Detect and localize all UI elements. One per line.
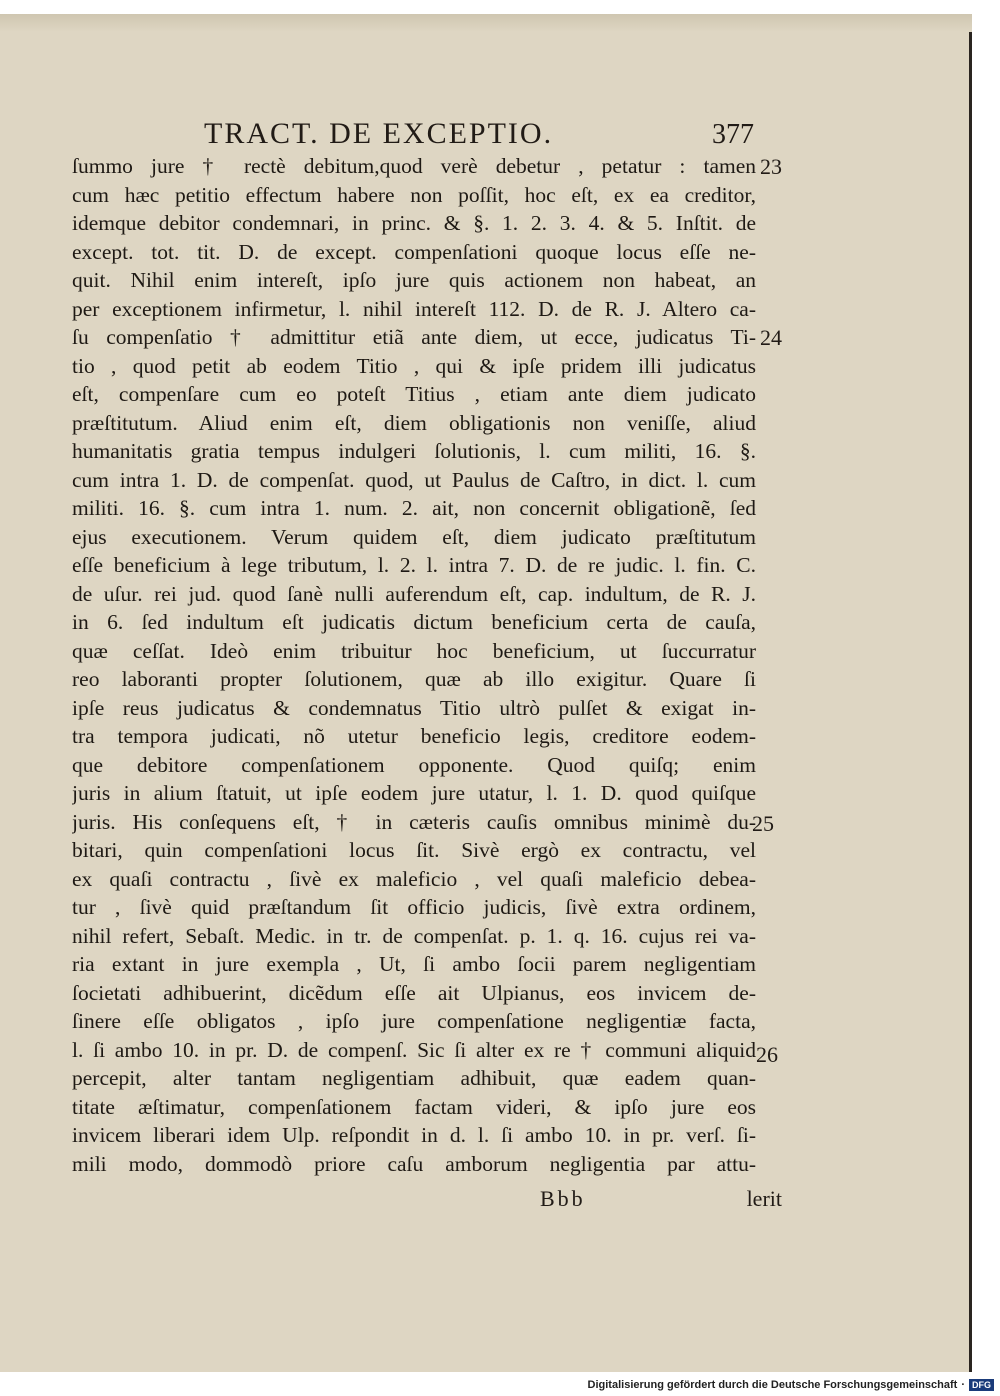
text-line: tur , ſivè quid præſtandum ſit officio judicis, ſivè extra ordinem, <box>72 895 756 919</box>
signature-mark: Bbb <box>540 1186 586 1211</box>
text-line: cum hæc petitio effectum habere non poſſit, hoc eſt, ex ea creditor, <box>72 182 756 207</box>
text-line: ſinere eſſe obligatos , ipſo jure compenſatione negligentiæ facta, <box>72 1009 756 1033</box>
text-line: præſtitutum. Aliud enim eſt, diem obligationis non veniſſe, aliud <box>72 410 756 435</box>
text-line: juris in alium ſtatuit, ut ipſe eodem jure utatur, l. 1. D. quod quiſque <box>72 781 756 805</box>
dfg-logo-icon: DFG <box>969 1379 994 1391</box>
margin-number: 25 <box>752 811 774 836</box>
text-line: except. tot. tit. D. de except. compenſationi quoque locus eſſe ne- <box>72 239 756 264</box>
margin-number: 23 <box>760 154 782 179</box>
margin-number: 24 <box>760 325 782 350</box>
running-title: TRACT. DE EXCEPTIO. <box>204 117 554 150</box>
page-header <box>204 117 754 151</box>
text-line: de uſur. rei jud. quod ſanè nulli auferendum eſt, cap. indultum, de R. J. <box>72 581 756 606</box>
text-line: quæ ceſſat. Ideò enim tribuitur hoc beneficium, ut ſuccurratur <box>72 638 756 663</box>
footer-separator: · <box>961 1379 965 1391</box>
text-line: quit. Nihil enim intereſt, ipſo jure quis actionem non habeat, an <box>72 268 756 292</box>
text-line: invicem liberari idem Ulp. reſpondit in d. l. ſi ambo 10. in pr. verſ. ſi- <box>72 1123 756 1147</box>
text-line: reo laboranti propter ſolutionem, quæ ab illo exigitur. Quare ſi <box>72 667 756 691</box>
text-line: tra tempora judicati, nõ utetur beneficio legis, creditore eodem- <box>72 724 756 748</box>
text-line: humanitatis gratia tempus indulgeri ſolutionis, l. cum militi, 16. §. <box>72 439 756 463</box>
text-line: per exceptionem infirmetur, l. nihil intereſt 112. D. de R. J. Altero ca- <box>72 296 756 321</box>
text-line: ſocietati adhibuerint, dicẽdum eſſe ait Ulpianus, eos invicem de- <box>72 980 756 1005</box>
text-line: tio , quod petit ab eodem Titio , qui & ipſe pridem illi judicatus <box>72 353 756 378</box>
text-line: juris. His conſequens eſt, † in cæteris cauſis omnibus minimè du- <box>72 809 756 834</box>
footer <box>588 1378 994 1392</box>
text-line: ejus executionem. Verum quidem eſt, diem judicato præſtitutum <box>72 524 756 549</box>
text-line: cum intra 1. D. de compenſat. quod, ut Paulus de Caſtro, in dict. l. cum <box>72 467 756 492</box>
text-line: nihil refert, Sebaſt. Medic. in tr. de compenſat. p. 1. q. 16. cujus rei va- <box>72 923 756 948</box>
page-top-edge <box>0 14 972 32</box>
text-line: ipſe reus judicatus & condemnatus Titio ultrò pulſet & exigat in- <box>72 695 756 720</box>
text-line: eſt, compenſare cum eo poteſt Titius , etiam ante diem judicato <box>72 382 756 406</box>
text-line: ria extant in jure exempla , Ut, ſi ambo ſocii parem negligentiam <box>72 952 756 976</box>
text-line: bitari, quin compenſationi locus ſit. Sivè ergò ex contractu, vel <box>72 838 756 862</box>
footer-text: Digitalisierung gefördert durch die Deutsche Forschungsgemeinschaft <box>587 1379 958 1391</box>
text-line: in 6. ſed indultum eſt judicatis dictum beneficium certa de cauſa, <box>72 610 756 634</box>
page-number: 377 <box>712 119 754 150</box>
text-line: militi. 16. §. cum intra 1. num. 2. ait, non concernit obligationẽ, ſed <box>72 496 756 520</box>
text-line: idemque debitor condemnari, in princ. & §. 1. 2. 3. 4. & 5. Inſtit. de <box>72 211 756 235</box>
text-line: ſummo jure † rectè debitum,quod verè debetur , petatur : tamen <box>72 154 756 178</box>
text-line: titate æſtimatur, compenſationem factam videri, & ipſo jure eos <box>72 1094 756 1119</box>
text-line: mili modo, dommodò priore caſu amborum negligentia par attu- <box>72 1151 756 1176</box>
margin-number: 26 <box>756 1042 778 1067</box>
text-line: ſu compenſatio † admittitur etiã ante diem, ut ecce, judicatus Ti- <box>72 325 756 349</box>
text-line: eſſe beneficium à lege tributum, l. 2. l. intra 7. D. de re judic. l. fin. C. <box>72 553 756 577</box>
text-line: l. ſi ambo 10. in pr. D. de compenſ. Sic ſi alter ex re † communi aliquid <box>72 1037 756 1062</box>
text-line: que debitore compenſationem opponente. Quod quiſq; enim <box>72 752 756 777</box>
body-text <box>72 152 756 1178</box>
text-line: percepit, alter tantam negligentiam adhibuit, quæ eadem quan- <box>72 1066 756 1090</box>
text-line: ex quaſi contractu , ſivè ex maleficio , vel quaſi maleficio debea- <box>72 866 756 891</box>
catchword: lerit <box>746 1186 782 1211</box>
